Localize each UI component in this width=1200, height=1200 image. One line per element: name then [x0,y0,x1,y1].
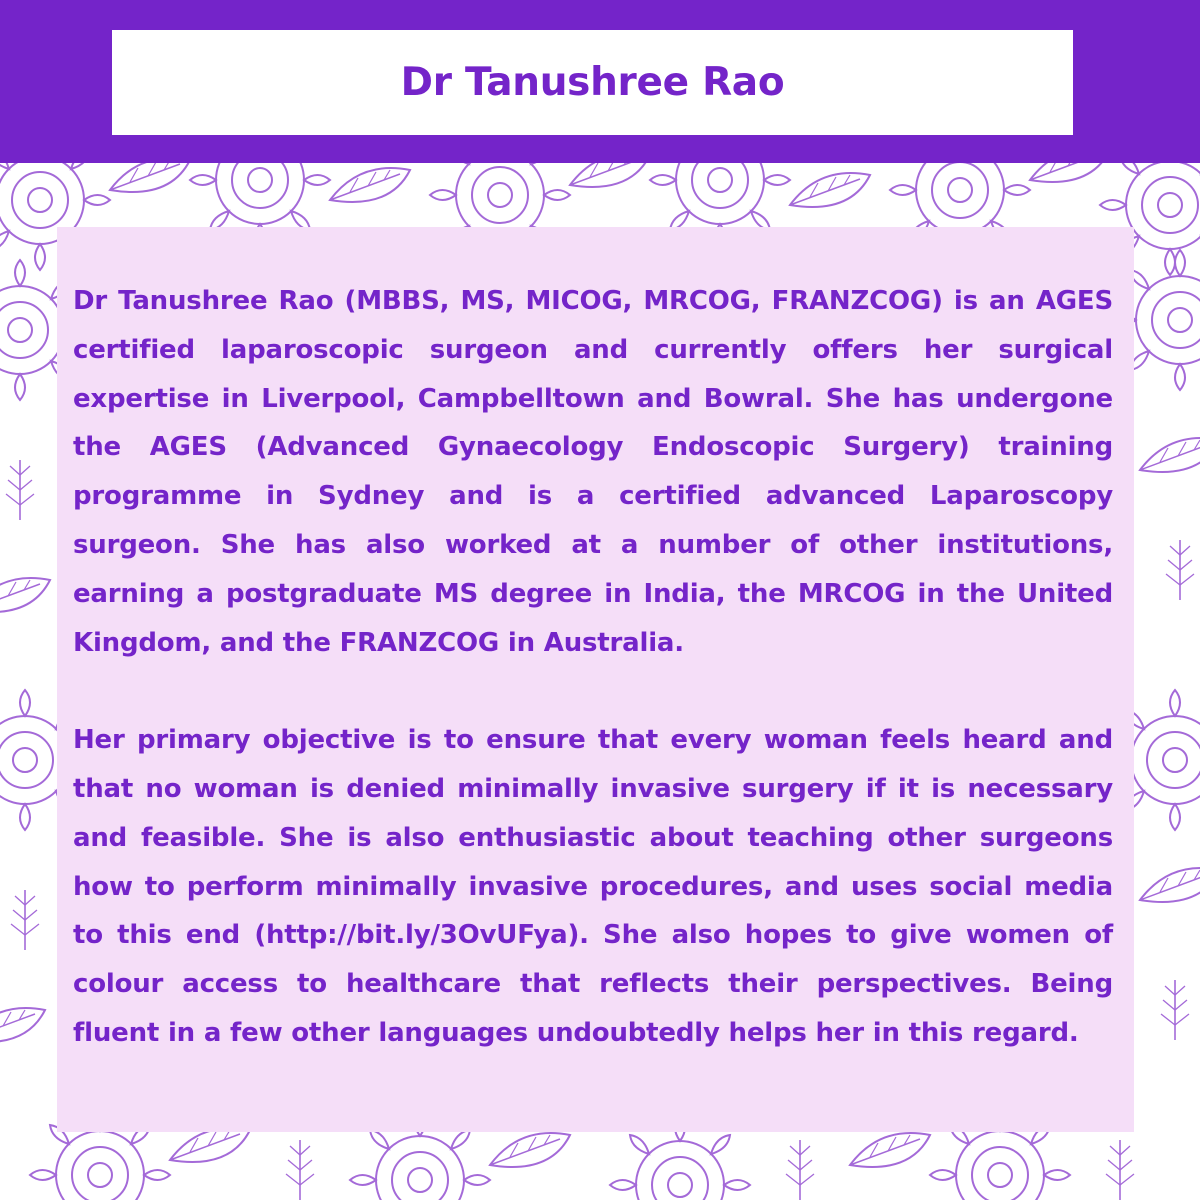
page-title: Dr Tanushree Rao [400,60,785,105]
title-box [112,30,1073,135]
bio-paragraph-1: Dr Tanushree Rao (MBBS, MS, MICOG, MRCOG, FRANZCOG) is an AGES certified laparoscopic surgeon and currently offers her surgical expertise in Liverpool, Campbelltown and Bowral. She has undergone the AGES (Advanced Gynaecology Endoscopic Surgery) training programme in Sydney and is a certified advanced Laparoscopy surgeon. She has also worked at a number of other institutions, earning a postgraduate MS degree in India, the MRCOG in the United Kingdom, and the FRANZCOG in Australia. [73,286,1113,658]
bio-paragraph-2: Her primary objective is to ensure that every woman feels heard and that no woman is denied minimally invasive surgery if it is necessary and feasible. She is also enthusiastic about teaching other surgeons how to perform minimally invasive procedures, and uses social media to this end (http://bit.ly/3OvUFya). She also hopes to give women of colour access to healthcare that reflects their perspectives. Being fluent in a few other languages undoubtedly helps her in this regard. [73,725,1113,1048]
bio-panel [57,227,1134,1132]
header-band [0,0,1200,163]
